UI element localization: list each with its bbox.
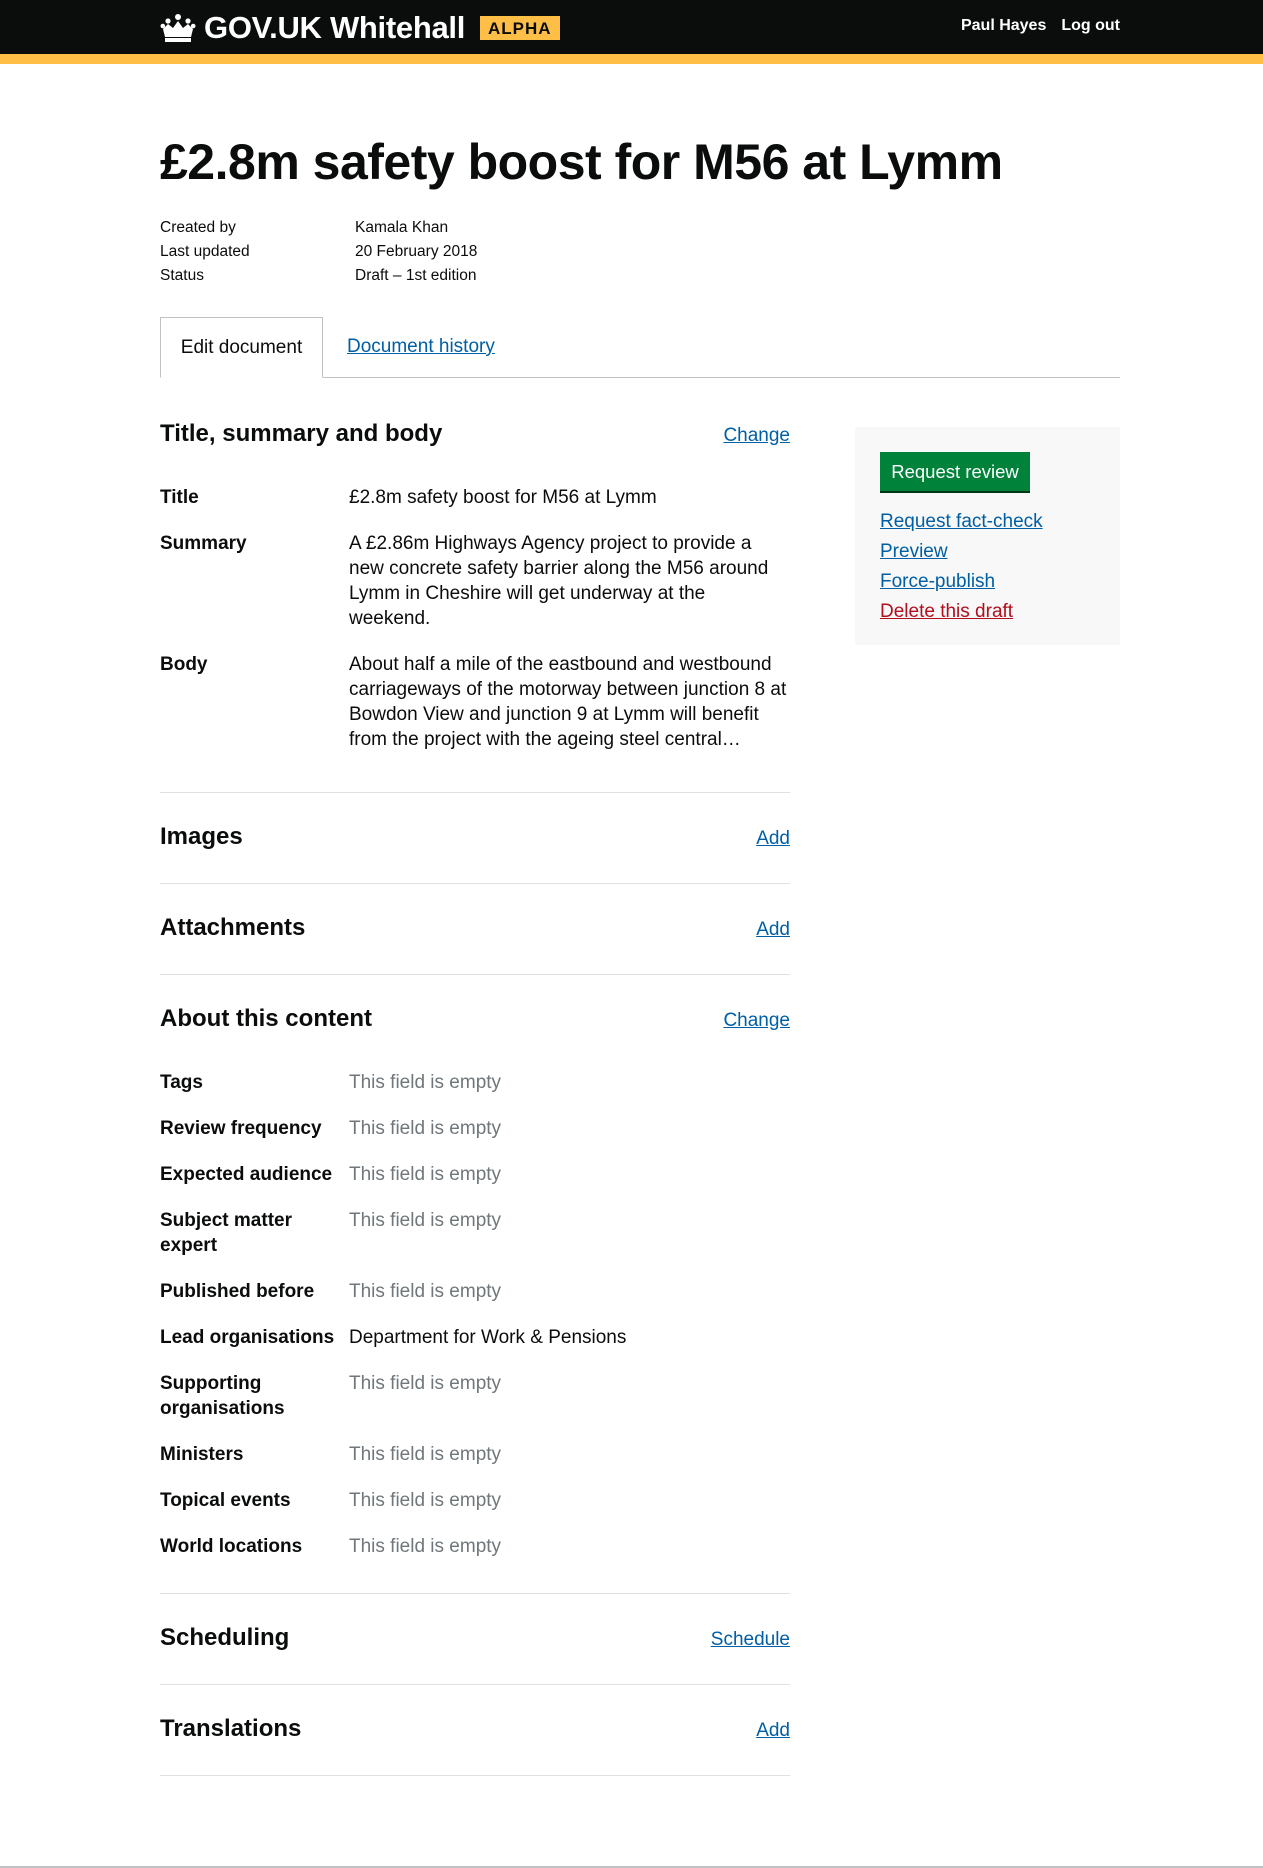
add-attachment-link[interactable]: Add (756, 919, 790, 940)
section-attachments (160, 884, 790, 975)
field-row-world-locations (160, 1534, 790, 1559)
logo-text: GOV.UK Whitehall (204, 10, 466, 45)
field-key: Summary (160, 533, 247, 554)
field-key: Published before (160, 1281, 315, 1302)
site-header (0, 0, 1263, 54)
field-value: This field is empty (349, 1164, 502, 1185)
request-fact-check-link[interactable]: Request fact-check (880, 511, 1043, 532)
force-publish-link[interactable]: Force-publish (880, 571, 996, 592)
preview-link[interactable]: Preview (880, 541, 948, 562)
field-row-tags (160, 1070, 790, 1095)
request-review-button[interactable]: Request review (880, 452, 1030, 491)
field-row-summary (160, 531, 790, 631)
field-key: World locations (160, 1536, 303, 1557)
field-key: Expected audience (160, 1164, 333, 1185)
field-row-subject-matter-expert (160, 1208, 790, 1258)
field-key: Tags (160, 1072, 203, 1093)
phase-badge: ALPHA (480, 16, 560, 40)
tab-edit-document[interactable]: Edit document (160, 317, 323, 378)
sidebar-links (880, 507, 1043, 627)
add-translation-link[interactable]: Add (756, 1720, 790, 1741)
field-row-title (160, 485, 790, 510)
section-content (160, 420, 790, 793)
user-name-link[interactable]: Paul Hayes (960, 17, 1047, 34)
field-row-topical-events (160, 1488, 790, 1513)
field-row-body (160, 652, 790, 752)
meta-value: Draft – 1st edition (355, 267, 477, 284)
field-value: This field is empty (349, 1210, 502, 1231)
tab-document-history[interactable]: Document history (347, 336, 495, 357)
field-row-ministers (160, 1442, 790, 1467)
meta-value: 20 February 2018 (355, 243, 478, 260)
section-scheduling (160, 1594, 790, 1685)
logout-link[interactable]: Log out (1061, 17, 1120, 34)
section-heading: About this content (160, 1005, 372, 1032)
field-value: This field is empty (349, 1373, 502, 1394)
field-key: Supporting organisations (160, 1373, 285, 1419)
meta-row-created-by (160, 216, 477, 240)
page-title: £2.8m safety boost for M56 at Lymm (160, 134, 1003, 190)
field-key: Ministers (160, 1444, 244, 1465)
section-header (160, 823, 790, 851)
field-value: This field is empty (349, 1072, 502, 1093)
field-key: Review frequency (160, 1118, 322, 1139)
field-row-published-before (160, 1279, 790, 1304)
field-key: Subject matter expert (160, 1210, 292, 1256)
field-value: This field is empty (349, 1536, 502, 1557)
meta-key: Last updated (160, 243, 250, 260)
field-key: Body (160, 654, 208, 675)
change-content-link[interactable]: Change (723, 425, 790, 446)
section-heading: Attachments (160, 914, 306, 941)
actions-sidebar (855, 427, 1120, 645)
add-image-link[interactable]: Add (756, 828, 790, 849)
field-row-review-frequency (160, 1116, 790, 1141)
section-images (160, 793, 790, 884)
section-heading: Translations (160, 1715, 302, 1742)
meta-row-last-updated (160, 240, 477, 264)
meta-key: Status (160, 267, 204, 284)
field-row-supporting-organisations (160, 1371, 790, 1421)
field-value: Department for Work & Pensions (349, 1327, 627, 1348)
delete-draft-link[interactable]: Delete this draft (880, 601, 1014, 622)
field-row-lead-organisations (160, 1325, 790, 1350)
field-key: Topical events (160, 1490, 291, 1511)
field-value: This field is empty (349, 1444, 502, 1465)
section-header (160, 914, 790, 942)
field-value: A £2.86m Highways Agency project to provide a new concrete safety barrier along the M56 around Lymm in Cheshire will get underway at the weekend. (349, 533, 769, 629)
document-tabs (160, 317, 1120, 378)
section-header (160, 420, 790, 448)
field-key: Lead organisations (160, 1327, 335, 1348)
meta-value: Kamala Khan (355, 219, 449, 236)
section-header (160, 1005, 790, 1033)
field-row-expected-audience (160, 1162, 790, 1187)
main-column (160, 420, 790, 1776)
field-value: £2.8m safety boost for M56 at Lymm (349, 487, 657, 508)
section-header (160, 1624, 790, 1652)
logo-link[interactable] (160, 8, 465, 48)
field-value: About half a mile of the eastbound and westbound carriageways of the motorway between junction 8 at Bowdon View and junction 9 at Lymm will benefit from the project with the ageing steel central… (349, 654, 787, 750)
section-heading: Images (160, 823, 243, 850)
document-meta (160, 216, 477, 288)
field-value: This field is empty (349, 1118, 502, 1139)
field-value: This field is empty (349, 1490, 502, 1511)
section-header (160, 1715, 790, 1743)
user-nav (961, 17, 1120, 35)
meta-row-status (160, 264, 477, 288)
crown-icon (160, 13, 196, 43)
field-key: Title (160, 487, 199, 508)
field-value: This field is empty (349, 1281, 502, 1302)
section-heading: Title, summary and body (160, 420, 443, 447)
schedule-link[interactable]: Schedule (710, 1629, 790, 1650)
section-translations (160, 1685, 790, 1776)
section-about (160, 975, 790, 1594)
section-heading: Scheduling (160, 1624, 290, 1651)
meta-key: Created by (160, 219, 236, 236)
header-stripe (0, 54, 1263, 64)
change-about-link[interactable]: Change (723, 1010, 790, 1031)
